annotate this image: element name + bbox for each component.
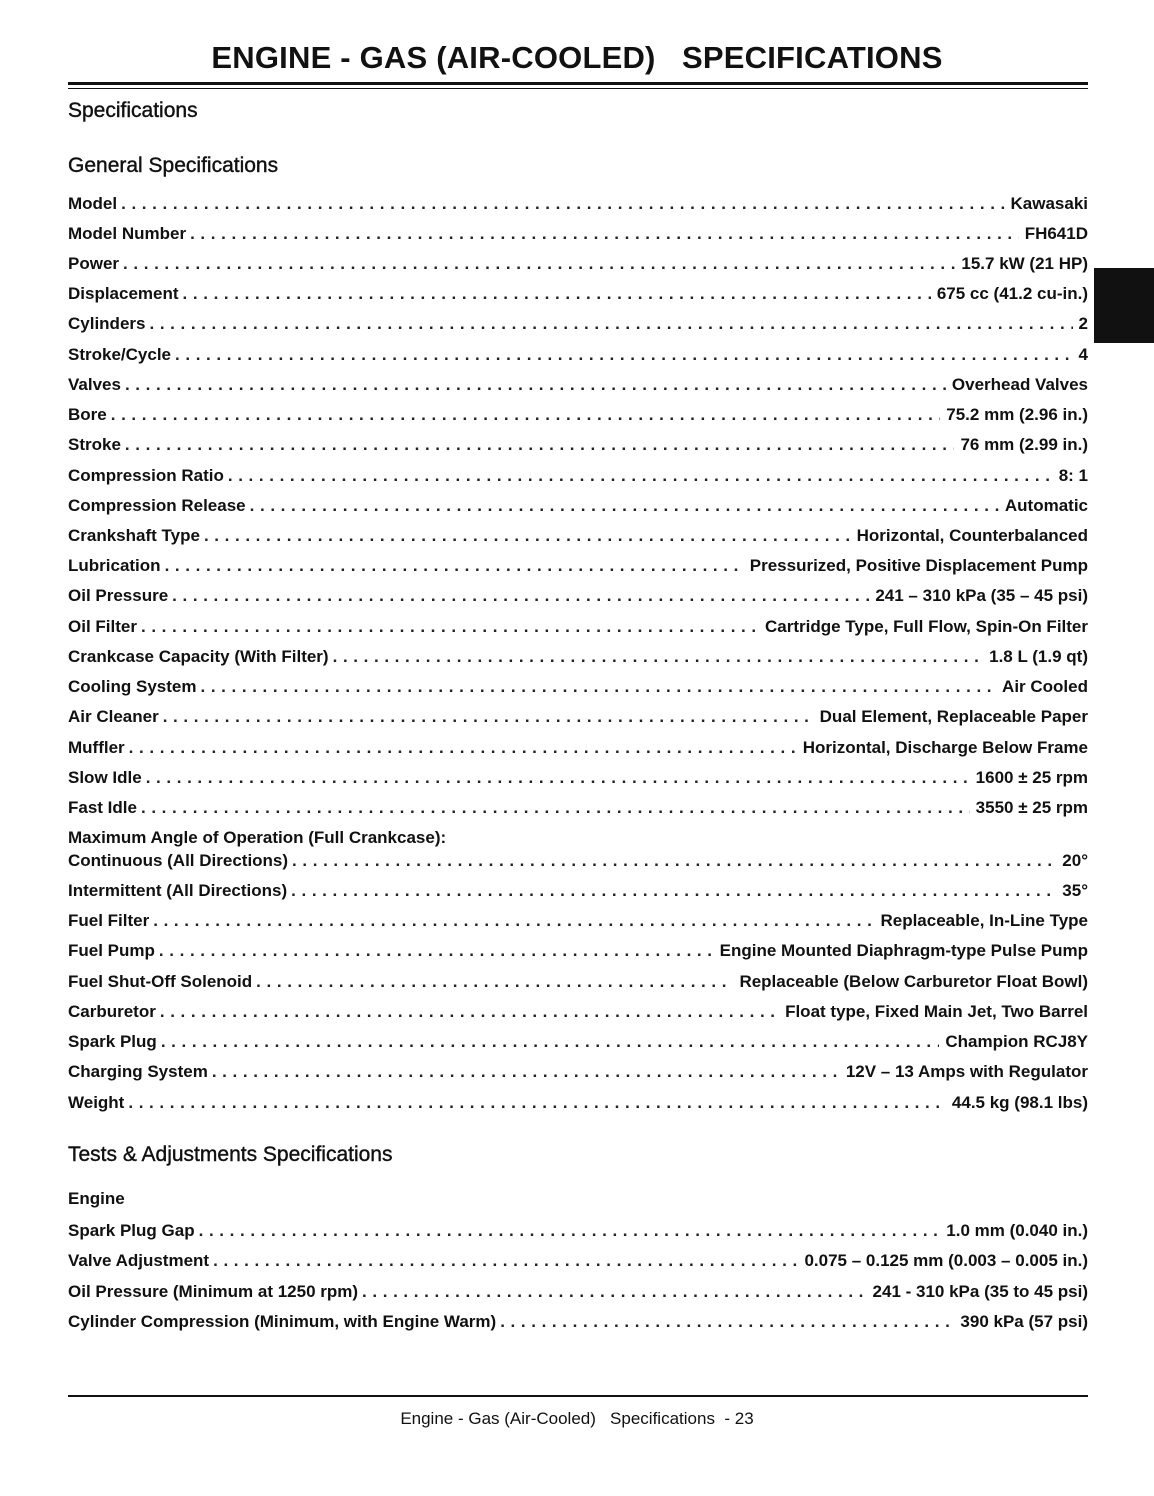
spec-row [68, 972, 1088, 994]
spec-row [68, 375, 1088, 397]
spec-value: 675 cc (41.2 cu-in.) [936, 284, 1088, 303]
spec-row [68, 707, 1088, 729]
spec-value: 241 – 310 kPa (35 – 45 psi) [875, 586, 1088, 605]
spec-row [68, 586, 1088, 608]
leader-dots [204, 526, 851, 546]
engine-subheading: Engine [68, 1189, 125, 1208]
spec-row [68, 1002, 1088, 1024]
spec-label: Displacement [68, 284, 179, 303]
spec-label: Valves [68, 375, 121, 394]
spec-row [68, 314, 1088, 336]
leader-dots [228, 466, 1053, 486]
spec-value: 12V – 13 Amps with Regulator [845, 1062, 1088, 1081]
spec-row [68, 1093, 1088, 1115]
spec-label: Fuel Filter [68, 911, 150, 930]
spec-label: Fuel Pump [68, 941, 155, 960]
spec-label: Oil Pressure [68, 586, 169, 605]
max-angle-label: Maximum Angle of Operation (Full Crankcase): [68, 828, 447, 847]
spec-row [68, 194, 1088, 216]
spec-label: Air Cleaner [68, 707, 159, 726]
spec-value: Champion RCJ8Y [945, 1032, 1088, 1051]
spec-value: Automatic [1004, 496, 1088, 515]
leader-dots [291, 881, 1056, 901]
spec-value: Cartridge Type, Full Flow, Spin-On Filter [764, 617, 1088, 636]
spec-label: Model Number [68, 224, 187, 243]
spec-value: 15.7 kW (21 HP) [961, 254, 1088, 273]
spec-row [68, 768, 1088, 790]
spec-value: 44.5 kg (98.1 lbs) [951, 1093, 1088, 1112]
spec-label: Fuel Shut-Off Solenoid [68, 972, 253, 991]
header-rule-thin [68, 88, 1088, 89]
spec-label: Fast Idle [68, 798, 137, 817]
leader-dots [121, 194, 1004, 214]
spec-value: Overhead Valves [951, 375, 1088, 394]
leader-dots [163, 707, 814, 727]
leader-dots [125, 375, 946, 395]
spec-value: 3550 ± 25 rpm [975, 798, 1088, 817]
leader-dots [200, 677, 996, 697]
leader-dots [129, 738, 797, 758]
leader-dots [149, 314, 1072, 334]
leader-dots [256, 972, 733, 992]
page-footer: Engine - Gas (Air-Cooled) Specifications - 23 [400, 1409, 754, 1428]
spec-row [68, 738, 1088, 760]
spec-value: Air Cooled [1002, 677, 1088, 696]
spec-value: Float type, Fixed Main Jet, Two Barrel [785, 1002, 1088, 1021]
footer-rule [68, 1395, 1088, 1397]
leader-dots [123, 254, 955, 274]
spec-row [68, 1062, 1088, 1084]
spec-label: Charging System [68, 1062, 208, 1081]
spec-value: 4 [1078, 345, 1088, 364]
spec-row [68, 617, 1088, 639]
leader-dots [362, 1282, 867, 1302]
spec-value: 1.8 L (1.9 qt) [989, 647, 1088, 666]
spec-value: 1600 ± 25 rpm [975, 768, 1088, 787]
spec-row [68, 798, 1088, 820]
spec-row [68, 224, 1088, 246]
specifications-heading: Specifications [68, 99, 198, 122]
spec-label: Model [68, 194, 118, 213]
spec-row [68, 556, 1088, 578]
leader-dots [161, 1032, 940, 1052]
spec-row [68, 677, 1088, 699]
spec-row [68, 851, 1088, 873]
leader-dots [212, 1062, 840, 1082]
leader-dots [159, 941, 714, 961]
spec-row [68, 1282, 1088, 1304]
leader-dots [199, 1221, 941, 1241]
page-title: ENGINE - GAS (AIR-COOLED) SPECIFICATIONS [211, 40, 943, 75]
leader-dots [500, 1312, 954, 1332]
general-specifications-heading: General Specifications [68, 154, 279, 177]
spec-row [68, 1032, 1088, 1054]
tests-adjustments-heading: Tests & Adjustments Specifications [68, 1143, 393, 1166]
spec-value: 8: 1 [1058, 466, 1088, 485]
spec-value: 20° [1062, 851, 1088, 870]
spec-row [68, 941, 1088, 963]
spec-label: Intermittent (All Directions) [68, 881, 288, 900]
spec-label: Lubrication [68, 556, 161, 575]
spec-label: Oil Pressure (Minimum at 1250 rpm) [68, 1282, 359, 1301]
leader-dots [141, 617, 759, 637]
spec-label: Valve Adjustment [68, 1251, 210, 1270]
spec-row [68, 881, 1088, 903]
spec-row [68, 911, 1088, 933]
spec-row [68, 405, 1088, 427]
section-tab-marker [1094, 268, 1154, 343]
leader-dots [213, 1251, 798, 1271]
spec-row [68, 284, 1088, 306]
leader-dots [146, 768, 970, 788]
spec-label: Cylinders [68, 314, 146, 333]
spec-value: Horizontal, Counterbalanced [856, 526, 1088, 545]
spec-value: Pressurized, Positive Displacement Pump [749, 556, 1088, 575]
leader-dots [160, 1002, 779, 1022]
spec-value: Horizontal, Discharge Below Frame [802, 738, 1088, 757]
leader-dots [333, 647, 984, 667]
spec-label: Muffler [68, 738, 125, 757]
spec-row [68, 647, 1088, 669]
spec-value: 75.2 mm (2.96 in.) [946, 405, 1088, 424]
spec-value: Replaceable, In-Line Type [880, 911, 1088, 930]
spec-row [68, 1312, 1088, 1334]
spec-label: Spark Plug [68, 1032, 157, 1051]
leader-dots [175, 345, 1073, 365]
spec-value: Kawasaki [1010, 194, 1088, 213]
spec-row [68, 466, 1088, 488]
spec-label: Power [68, 254, 120, 273]
spec-value: 76 mm (2.99 in.) [960, 435, 1088, 454]
spec-label: Compression Ratio [68, 466, 224, 485]
spec-row [68, 1251, 1088, 1273]
leader-dots [183, 284, 931, 304]
leader-dots [111, 405, 941, 425]
leader-dots [125, 435, 955, 455]
spec-value: Dual Element, Replaceable Paper [819, 707, 1088, 726]
spec-row [68, 254, 1088, 276]
spec-label: Stroke/Cycle [68, 345, 171, 364]
spec-label: Weight [68, 1093, 125, 1112]
spec-row [68, 526, 1088, 548]
spec-label: Bore [68, 405, 107, 424]
leader-dots [190, 224, 1019, 244]
spec-value: Replaceable (Below Carburetor Float Bowl) [739, 972, 1088, 991]
spec-row [68, 496, 1088, 518]
spec-value: 1.0 mm (0.040 in.) [946, 1221, 1088, 1240]
leader-dots [292, 851, 1056, 871]
spec-value: Engine Mounted Diaphragm-type Pulse Pump [719, 941, 1088, 960]
spec-row [68, 435, 1088, 457]
spec-row [68, 345, 1088, 367]
spec-value: 390 kPa (57 psi) [960, 1312, 1088, 1331]
spec-value: FH641D [1024, 224, 1088, 243]
leader-dots [153, 911, 874, 931]
leader-dots [172, 586, 869, 606]
leader-dots [165, 556, 744, 576]
spec-label: Stroke [68, 435, 121, 454]
header-rule-thick [68, 82, 1088, 85]
spec-label: Continuous (All Directions) [68, 851, 289, 870]
spec-label: Crankshaft Type [68, 526, 200, 545]
leader-dots [141, 798, 970, 818]
spec-row [68, 1221, 1088, 1243]
spec-label: Compression Release [68, 496, 246, 515]
leader-dots [128, 1093, 946, 1113]
spec-label: Cooling System [68, 677, 197, 696]
spec-label: Spark Plug Gap [68, 1221, 195, 1240]
spec-label: Crankcase Capacity (With Filter) [68, 647, 329, 666]
spec-label: Carburetor [68, 1002, 156, 1021]
spec-label: Cylinder Compression (Minimum, with Engine Warm) [68, 1312, 497, 1331]
leader-dots [250, 496, 999, 516]
spec-value: 2 [1078, 314, 1088, 333]
spec-label: Slow Idle [68, 768, 142, 787]
spec-value: 241 - 310 kPa (35 to 45 psi) [872, 1282, 1088, 1301]
spec-value: 0.075 – 0.125 mm (0.003 – 0.005 in.) [804, 1251, 1088, 1270]
spec-label: Oil Filter [68, 617, 137, 636]
spec-value: 35° [1062, 881, 1088, 900]
